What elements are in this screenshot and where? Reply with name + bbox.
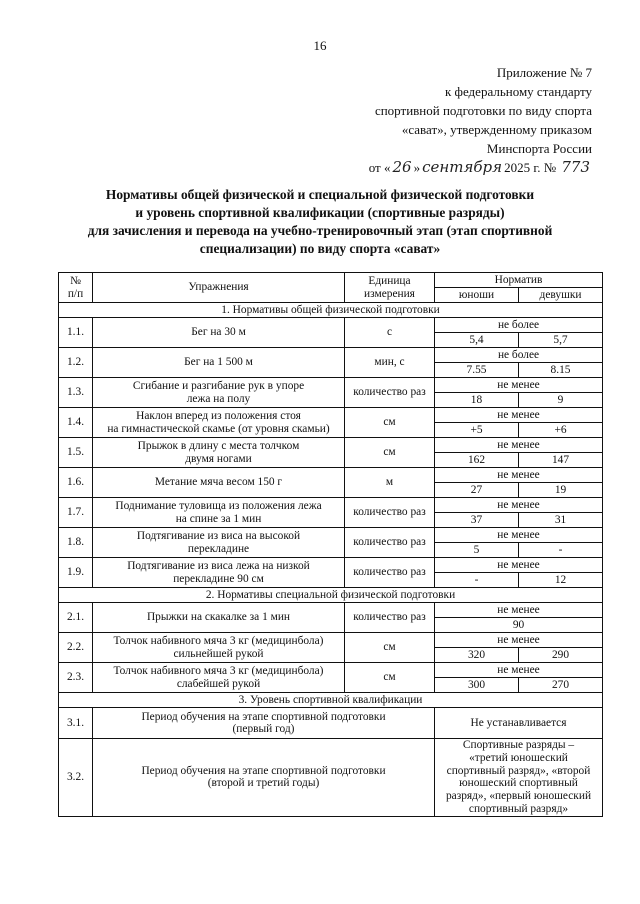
norm-limit: не менее	[435, 558, 603, 573]
exercise-name: Бег на 30 м	[93, 318, 345, 348]
unit-of-measure: количество раз	[345, 378, 435, 408]
exercise-name: Метание мяча весом 150 г	[93, 468, 345, 498]
norm-value-girls: 19	[519, 483, 603, 498]
table-row	[59, 603, 603, 618]
row-number: 2.1.	[59, 603, 93, 633]
norm-value-boys: 37	[435, 513, 519, 528]
document-title	[40, 186, 600, 258]
row-number: 1.8.	[59, 528, 93, 558]
unit-of-measure: м	[345, 468, 435, 498]
date-prefix: от «	[368, 160, 391, 175]
exercise-name: Прыжки на скакалке за 1 мин	[93, 603, 345, 633]
row-number: 1.9.	[59, 558, 93, 588]
section-header-row	[59, 693, 603, 708]
exercise-name: Сгибание и разгибание рук в упоре лежа на полу	[93, 378, 345, 408]
exercise-name: Толчок набивного мяча 3 кг (медицинбола) сильнейшей рукой	[93, 633, 345, 663]
norm-value-boys: 300	[435, 678, 519, 693]
header-exercise: Упражнения	[93, 273, 345, 303]
exercise-name: Период обучения на этапе спортивной подготовки (первый год)	[93, 708, 435, 739]
date-year: 2025 г. №	[504, 160, 557, 175]
unit-of-measure: количество раз	[345, 558, 435, 588]
section-title: 2. Нормативы специальной физической подготовки	[59, 588, 603, 603]
norms-table-body	[59, 303, 603, 817]
table-row	[59, 558, 603, 573]
norm-value-boys: +5	[435, 423, 519, 438]
row-number: 1.3.	[59, 378, 93, 408]
appendix-line-1: Приложение № 7	[496, 65, 592, 80]
header-boys: юноши	[435, 288, 519, 303]
appendix-date-line	[292, 158, 592, 177]
appendix-block	[292, 63, 592, 177]
section-header-row	[59, 303, 603, 318]
row-number: 3.2.	[59, 739, 93, 817]
appendix-line-3: спортивной подготовки по виду спорта	[374, 103, 592, 118]
order-number-handwritten: 773	[561, 158, 590, 176]
norm-limit: не менее	[435, 633, 603, 648]
exercise-name: Подтягивание из виса на высокой перекладине	[93, 528, 345, 558]
norm-value-girls: -	[519, 543, 603, 558]
norm-value-girls: 8.15	[519, 363, 603, 378]
norm-value-girls: 5,7	[519, 333, 603, 348]
norm-limit: не более	[435, 318, 603, 333]
date-mid: »	[413, 160, 421, 175]
table-row	[59, 408, 603, 423]
norm-value-both: 90	[435, 618, 603, 633]
norm-value-girls: +6	[519, 423, 603, 438]
appendix-line-5: Минспорта России	[486, 141, 592, 156]
exercise-name: Поднимание туловища из положения лежа на спине за 1 мин	[93, 498, 345, 528]
unit-of-measure: см	[345, 438, 435, 468]
appendix-line-2: к федеральному стандарту	[444, 84, 592, 99]
norm-value-boys: 5,4	[435, 333, 519, 348]
table-row	[59, 378, 603, 393]
header-unit: Единица измерения	[345, 273, 435, 303]
qualification-value: Спортивные разряды – «третий юношеский спортивный разряд», «второй юношеский спортивный разряд», «первый юношеский спортивный разряд»	[435, 739, 603, 817]
date-day-handwritten: 26	[392, 158, 412, 176]
unit-of-measure: количество раз	[345, 603, 435, 633]
date-month-handwritten: сентября	[422, 158, 503, 176]
norm-value-girls: 12	[519, 573, 603, 588]
table-row	[59, 468, 603, 483]
row-number: 1.4.	[59, 408, 93, 438]
table-row	[59, 498, 603, 513]
norm-value-boys: 18	[435, 393, 519, 408]
norm-limit: не менее	[435, 528, 603, 543]
section-title: 3. Уровень спортивной квалификации	[59, 693, 603, 708]
row-number: 1.7.	[59, 498, 93, 528]
section-header-row	[59, 588, 603, 603]
page-number: 16	[313, 38, 327, 53]
title-line-4: специализации) по виду спорта «сават»	[199, 241, 441, 256]
table-row	[59, 663, 603, 678]
unit-of-measure: мин, с	[345, 348, 435, 378]
norm-limit: не более	[435, 348, 603, 363]
table-row	[59, 739, 603, 817]
norm-value-boys: 162	[435, 453, 519, 468]
appendix-line-4: «сават», утвержденному приказом	[401, 122, 592, 137]
norm-limit: не менее	[435, 408, 603, 423]
norm-limit: не менее	[435, 378, 603, 393]
norm-value-boys: 320	[435, 648, 519, 663]
unit-of-measure: см	[345, 408, 435, 438]
norm-limit: не менее	[435, 438, 603, 453]
norm-value-girls: 290	[519, 648, 603, 663]
table-row	[59, 528, 603, 543]
exercise-name: Бег на 1 500 м	[93, 348, 345, 378]
title-line-1: Нормативы общей физической и специальной физической подготовки	[105, 187, 535, 202]
norm-limit: не менее	[435, 468, 603, 483]
norm-value-boys: 27	[435, 483, 519, 498]
exercise-name: Прыжок в длину с места толчком двумя ногами	[93, 438, 345, 468]
row-number: 1.2.	[59, 348, 93, 378]
norm-value-boys: -	[435, 573, 519, 588]
title-line-2: и уровень спортивной квалификации (спортивные разряды)	[135, 205, 505, 220]
exercise-name: Период обучения на этапе спортивной подготовки (второй и третий годы)	[93, 739, 435, 817]
norm-value-girls: 31	[519, 513, 603, 528]
unit-of-measure: см	[345, 633, 435, 663]
norm-value-boys: 7.55	[435, 363, 519, 378]
exercise-name: Наклон вперед из положения стоя на гимнастической скамье (от уровня скамьи)	[93, 408, 345, 438]
norm-value-boys: 5	[435, 543, 519, 558]
table-row	[59, 633, 603, 648]
row-number: 3.1.	[59, 708, 93, 739]
unit-of-measure: количество раз	[345, 528, 435, 558]
row-number: 1.5.	[59, 438, 93, 468]
exercise-name: Подтягивание из виса лежа на низкой перекладине 90 см	[93, 558, 345, 588]
header-num: № п/п	[59, 273, 93, 303]
norm-limit: не менее	[435, 498, 603, 513]
table-row	[59, 438, 603, 453]
table-row	[59, 348, 603, 363]
unit-of-measure: количество раз	[345, 498, 435, 528]
norm-value-girls: 270	[519, 678, 603, 693]
norm-limit: не менее	[435, 663, 603, 678]
exercise-name: Толчок набивного мяча 3 кг (медицинбола) слабейшей рукой	[93, 663, 345, 693]
row-number: 2.3.	[59, 663, 93, 693]
row-number: 1.6.	[59, 468, 93, 498]
header-girls: девушки	[519, 288, 603, 303]
norm-limit: не менее	[435, 603, 603, 618]
norm-value-girls: 9	[519, 393, 603, 408]
table-row	[59, 708, 603, 739]
section-title: 1. Нормативы общей физической подготовки	[59, 303, 603, 318]
norm-value-girls: 147	[519, 453, 603, 468]
unit-of-measure: с	[345, 318, 435, 348]
row-number: 1.1.	[59, 318, 93, 348]
table-row	[59, 318, 603, 333]
title-line-3: для зачисления и перевода на учебно-тренировочный этап (этап спортивной	[87, 223, 553, 238]
norms-table	[58, 272, 603, 817]
unit-of-measure: см	[345, 663, 435, 693]
row-number: 2.2.	[59, 633, 93, 663]
header-norm: Норматив	[435, 273, 603, 288]
qualification-value: Не устанавливается	[435, 708, 603, 739]
